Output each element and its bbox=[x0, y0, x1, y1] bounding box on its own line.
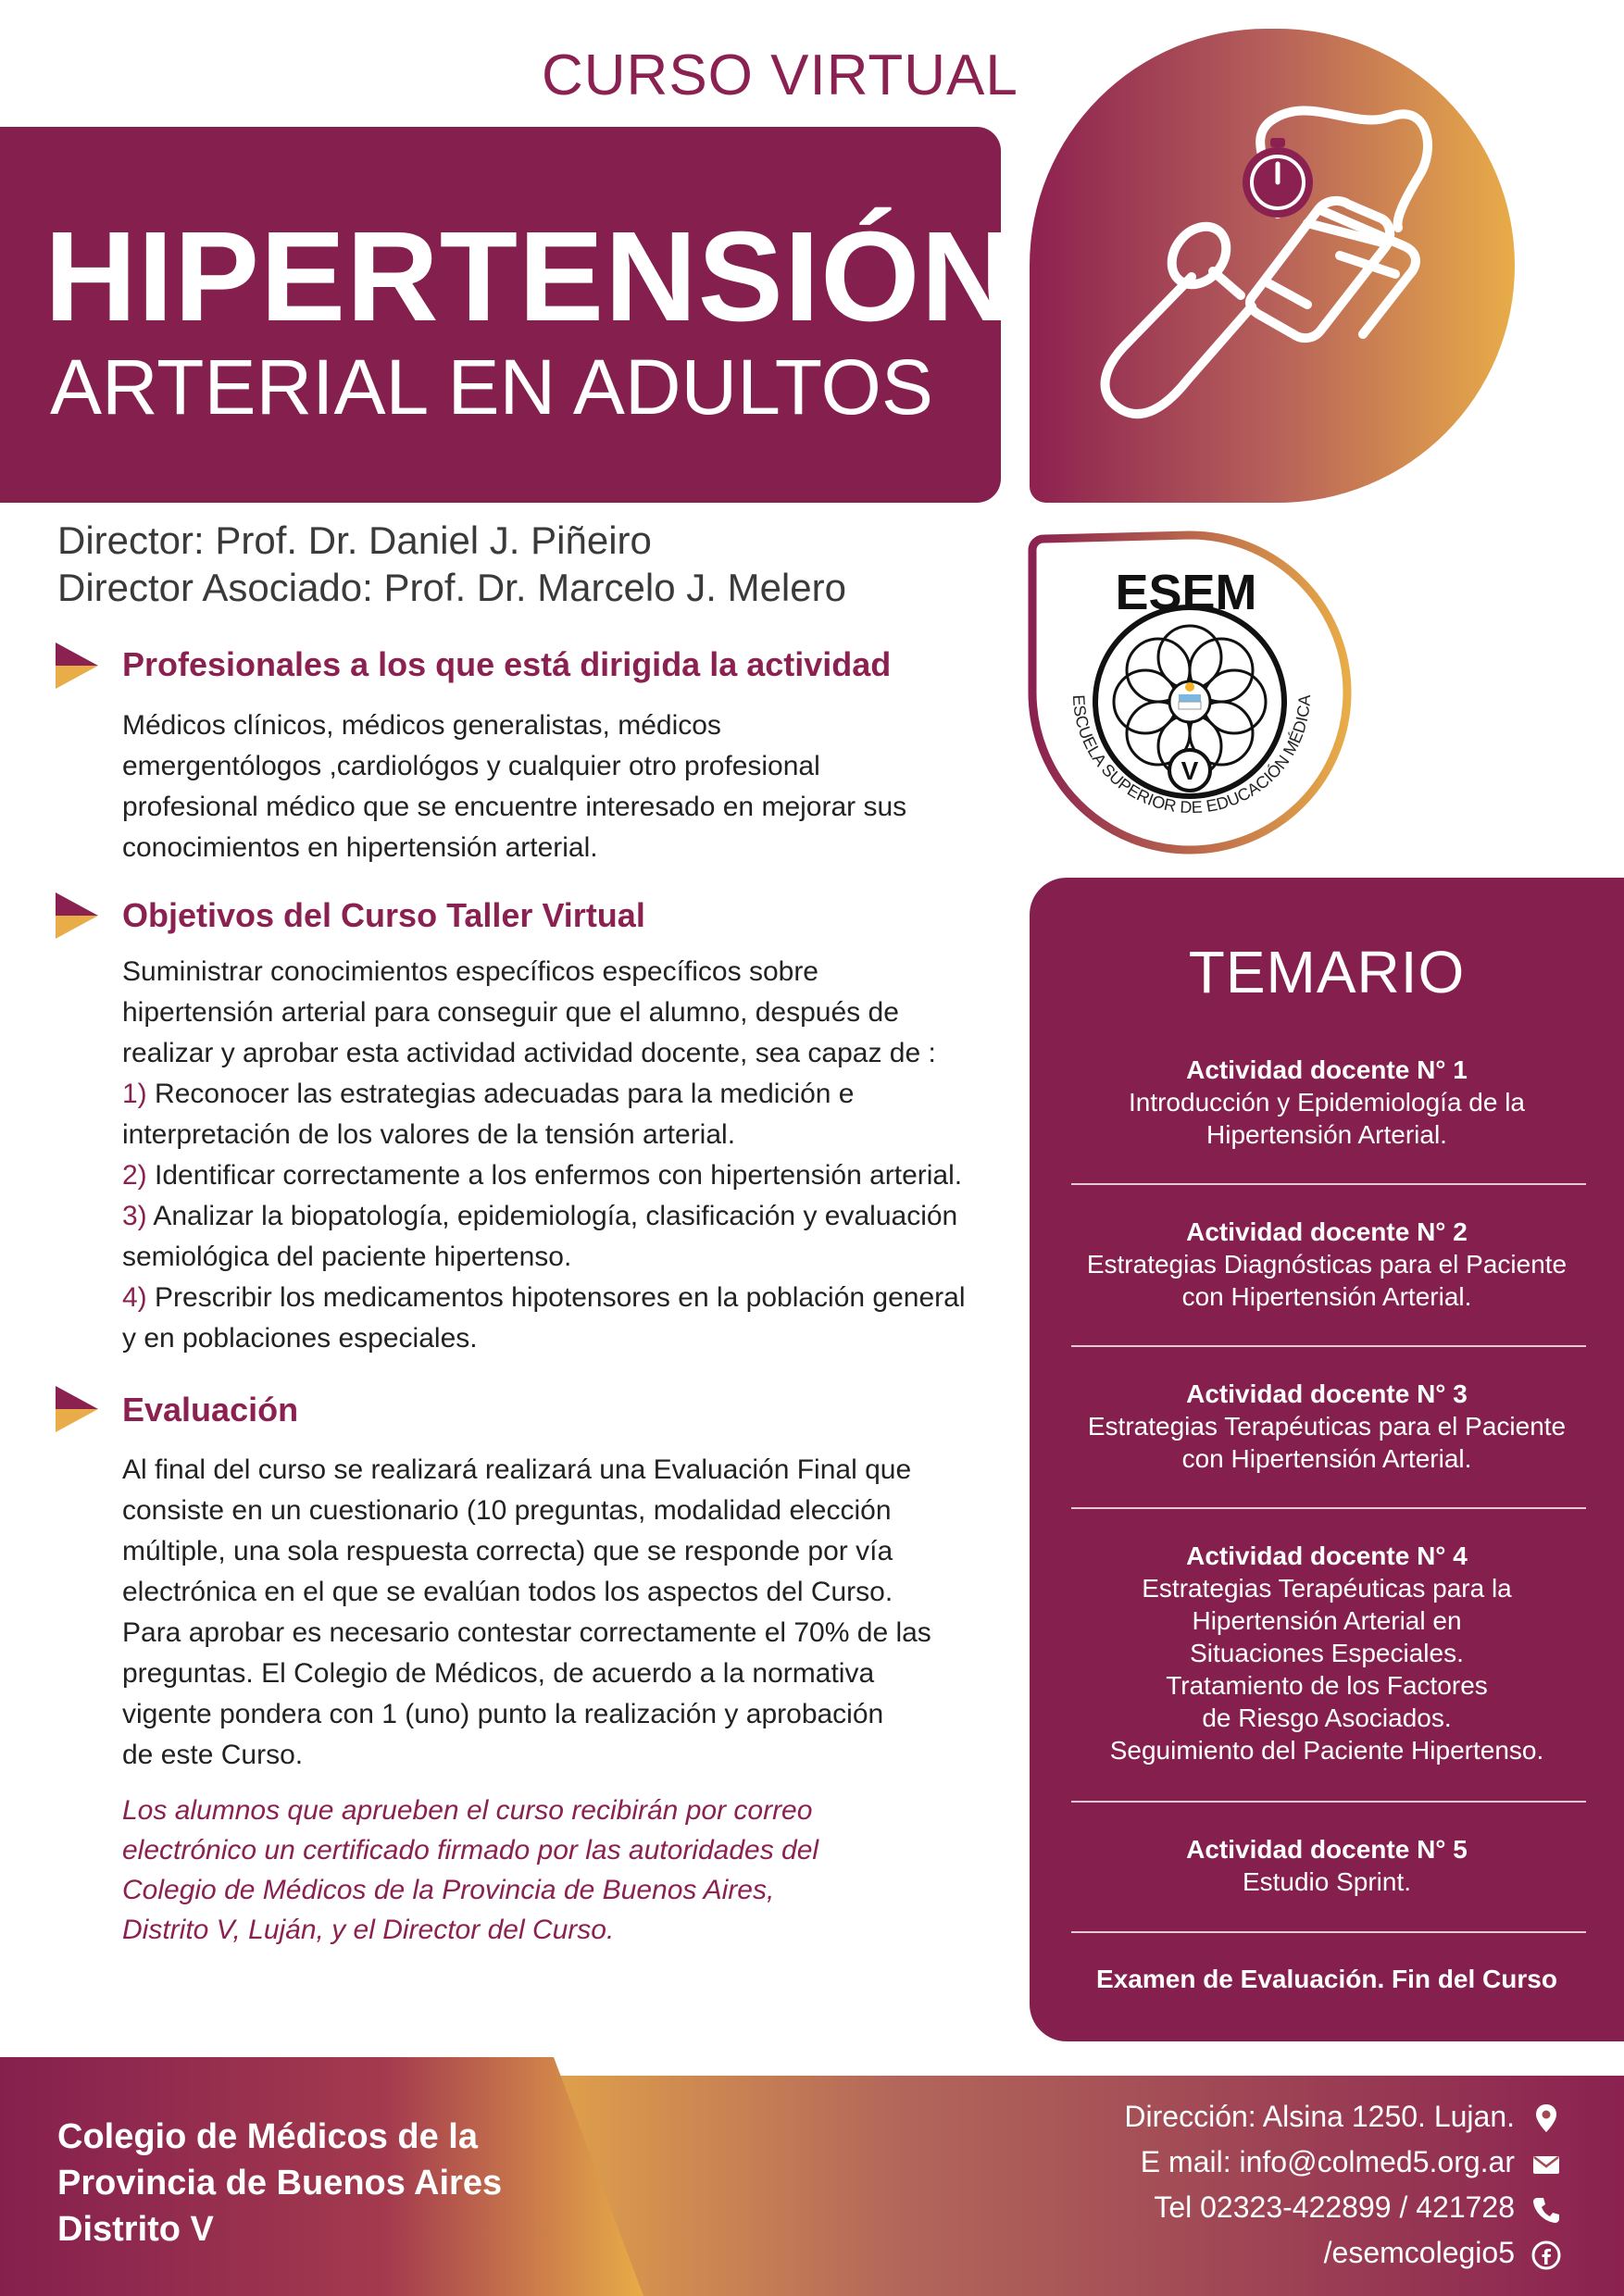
certificate-note bbox=[122, 1791, 1002, 1950]
activity-label: Actividad docente N° 3 bbox=[1186, 1379, 1468, 1408]
triangle-bullet-icon bbox=[56, 892, 98, 939]
text-line: y en poblaciones especiales. bbox=[122, 1323, 478, 1354]
divider bbox=[1071, 1801, 1586, 1803]
divider bbox=[1071, 1345, 1586, 1347]
item-text: Identificar correctamente a los enfermos con hipertensión arterial. bbox=[146, 1160, 963, 1191]
divider bbox=[1071, 1507, 1586, 1509]
text-line: semiológica del paciente hipertenso. bbox=[122, 1242, 572, 1272]
activity-3 bbox=[1067, 1378, 1587, 1475]
activity-line: Tratamiento de los Factores bbox=[1166, 1671, 1488, 1700]
activity-line: Hipertensión Arterial. bbox=[1206, 1120, 1447, 1149]
activity-line: Hipertensión Arterial en bbox=[1192, 1606, 1462, 1635]
item-text: Reconocer las estrategias adecuadas para la medición e bbox=[146, 1079, 855, 1109]
text-line: consiste en un cuestionario (10 preguntas, modalidad elección bbox=[122, 1495, 892, 1526]
activity-line: Estudio Sprint. bbox=[1242, 1867, 1412, 1896]
text-line: de este Curso. bbox=[122, 1740, 304, 1770]
text-line: Para aprobar es necesario contestar correctamente el 70% de las bbox=[122, 1617, 931, 1648]
activity-line: Estrategias Terapéuticas para el Paciente bbox=[1087, 1412, 1567, 1441]
objective-item bbox=[122, 1196, 1002, 1237]
esem-logo bbox=[1025, 528, 1356, 857]
text-line: electrónico un certificado firmado por las autoridades del bbox=[122, 1835, 819, 1866]
text-line: Colegio de Médicos de la Provincia de Buenos Aires, bbox=[122, 1875, 775, 1905]
text-line: Los alumnos que aprueben el curso recibirán por correo bbox=[122, 1795, 813, 1826]
triangle-bullet-icon bbox=[56, 1386, 98, 1432]
item-text: Prescribir los medicamentos hipotensores en la población general bbox=[146, 1282, 966, 1313]
text-line: hipertensión arterial para conseguir que el alumno, después de bbox=[122, 997, 899, 1028]
activity-line: con Hipertensión Arterial. bbox=[1181, 1444, 1472, 1473]
activity-line: Introducción y Epidemiología de la bbox=[1128, 1088, 1526, 1117]
item-number: 2) bbox=[122, 1160, 147, 1191]
badge-acronym: ESEM bbox=[1115, 565, 1257, 620]
course-kicker: CURSO VIRTUAL bbox=[542, 44, 1018, 107]
triangle-bullet-icon bbox=[56, 643, 98, 689]
activity-line: Situaciones Especiales. bbox=[1190, 1639, 1464, 1667]
contact-social[interactable]: /esemcolegio5 bbox=[1323, 2236, 1515, 2269]
organization-name bbox=[57, 2114, 502, 2252]
associate-director-name: Director Asociado: Prof. Dr. Marcelo J. Melero bbox=[57, 566, 846, 609]
director-name: Director: Prof. Dr. Daniel J. Piñeiro bbox=[57, 518, 652, 562]
text-line: conocimientos en hipertensión arterial. bbox=[122, 832, 598, 863]
section-heading-audience: Profesionales a los que está dirigida la actividad bbox=[122, 645, 892, 683]
contact-phone[interactable]: Tel 02323-422899 / 421728 bbox=[1154, 2190, 1515, 2224]
activity-5 bbox=[1067, 1833, 1587, 1898]
blood-pressure-cuff-icon bbox=[1030, 29, 1515, 503]
activity-line: con Hipertensión Arterial. bbox=[1181, 1282, 1472, 1311]
item-number: 3) bbox=[122, 1201, 147, 1231]
objective-item bbox=[122, 1155, 1002, 1196]
org-line: Colegio de Médicos de la bbox=[57, 2117, 478, 2156]
activity-label: Actividad docente N° 5 bbox=[1186, 1835, 1468, 1864]
badge-arc-text: ESCUELA SUPERIOR DE EDUCACIÓN MÉDICA bbox=[1068, 693, 1315, 817]
activity-line: Estrategias Diagnósticas para el Paciente bbox=[1086, 1250, 1568, 1279]
activity-label: Actividad docente N° 4 bbox=[1186, 1541, 1468, 1570]
badge-district: V bbox=[1181, 756, 1199, 785]
text-line: electrónica en el que se evalúan todos los aspectos del Curso. bbox=[122, 1577, 893, 1607]
text-line: emergentólogos ,cardiológos y cualquier otro profesional bbox=[122, 751, 820, 781]
course-subtitle: ARTERIAL EN ADULTOS bbox=[50, 343, 933, 430]
activity-1 bbox=[1067, 1054, 1587, 1151]
map-pin-icon bbox=[1530, 2102, 1563, 2135]
text-line: preguntas. El Colegio de Médicos, de acuerdo a la normativa bbox=[122, 1658, 875, 1689]
course-title: HIPERTENSIÓN bbox=[44, 206, 1015, 348]
item-text: Analizar la biopatología, epidemiología, clasificación y evaluación bbox=[146, 1201, 958, 1231]
text-line: vigente pondera con 1 (uno) punto la realización y aprobación bbox=[122, 1699, 884, 1729]
temario-panel bbox=[1030, 878, 1624, 2041]
activity-line: Seguimiento del Paciente Hipertenso. bbox=[1109, 1736, 1544, 1765]
item-number: 1) bbox=[122, 1079, 147, 1109]
text-line: Médicos clínicos, médicos generalistas, médicos bbox=[122, 710, 721, 741]
text-line: profesional médico que se encuentre interesado en mejorar sus bbox=[122, 792, 907, 822]
activity-line: de Riesgo Asociados. bbox=[1202, 1703, 1452, 1732]
text-line: Distrito V, Luján, y el Director del Curso. bbox=[122, 1915, 615, 1945]
text-line: Suministrar conocimientos específicos específicos sobre bbox=[122, 956, 818, 987]
audience-text bbox=[122, 705, 1002, 868]
divider bbox=[1071, 1931, 1586, 1933]
activity-4 bbox=[1067, 1540, 1587, 1766]
item-number: 4) bbox=[122, 1282, 147, 1313]
contact-email[interactable]: E mail: info@colmed5.org.ar bbox=[1140, 2145, 1515, 2178]
text-line: realizar y aprobar esta actividad actividad docente, sea capaz de : bbox=[122, 1038, 936, 1068]
text-line: Al final del curso se realizará realizará una Evaluación Final que bbox=[122, 1454, 912, 1485]
phone-icon bbox=[1530, 2193, 1563, 2227]
text-line: múltiple, una sola respuesta correcta) que se responde por vía bbox=[122, 1536, 893, 1566]
activity-line: Estrategias Terapéuticas para la bbox=[1142, 1574, 1512, 1603]
org-line: Distrito V bbox=[57, 2210, 214, 2249]
section-heading-objectives: Objetivos del Curso Taller Virtual bbox=[122, 896, 645, 934]
objectives-text bbox=[122, 952, 1002, 1359]
hero-illustration bbox=[1030, 29, 1515, 503]
activity-label: Actividad docente N° 2 bbox=[1186, 1217, 1468, 1246]
section-heading-evaluation: Evaluación bbox=[122, 1391, 299, 1429]
facebook-icon bbox=[1530, 2239, 1563, 2272]
objective-item bbox=[122, 1074, 1002, 1115]
activity-label: Actividad docente N° 1 bbox=[1186, 1055, 1468, 1084]
text-line: interpretación de los valores de la tensión arterial. bbox=[122, 1119, 736, 1150]
evaluation-text bbox=[122, 1450, 1002, 1776]
divider bbox=[1071, 1183, 1586, 1185]
temario-title: TEMARIO bbox=[1188, 939, 1466, 1005]
org-line: Provincia de Buenos Aires bbox=[57, 2164, 503, 2202]
contact-address: Dirección: Alsina 1250. Lujan. bbox=[1124, 2100, 1515, 2133]
activity-2 bbox=[1067, 1216, 1587, 1313]
mail-icon bbox=[1530, 2148, 1563, 2181]
final-exam: Examen de Evaluación. Fin del Curso bbox=[1096, 1965, 1557, 1993]
objective-item bbox=[122, 1278, 1002, 1318]
